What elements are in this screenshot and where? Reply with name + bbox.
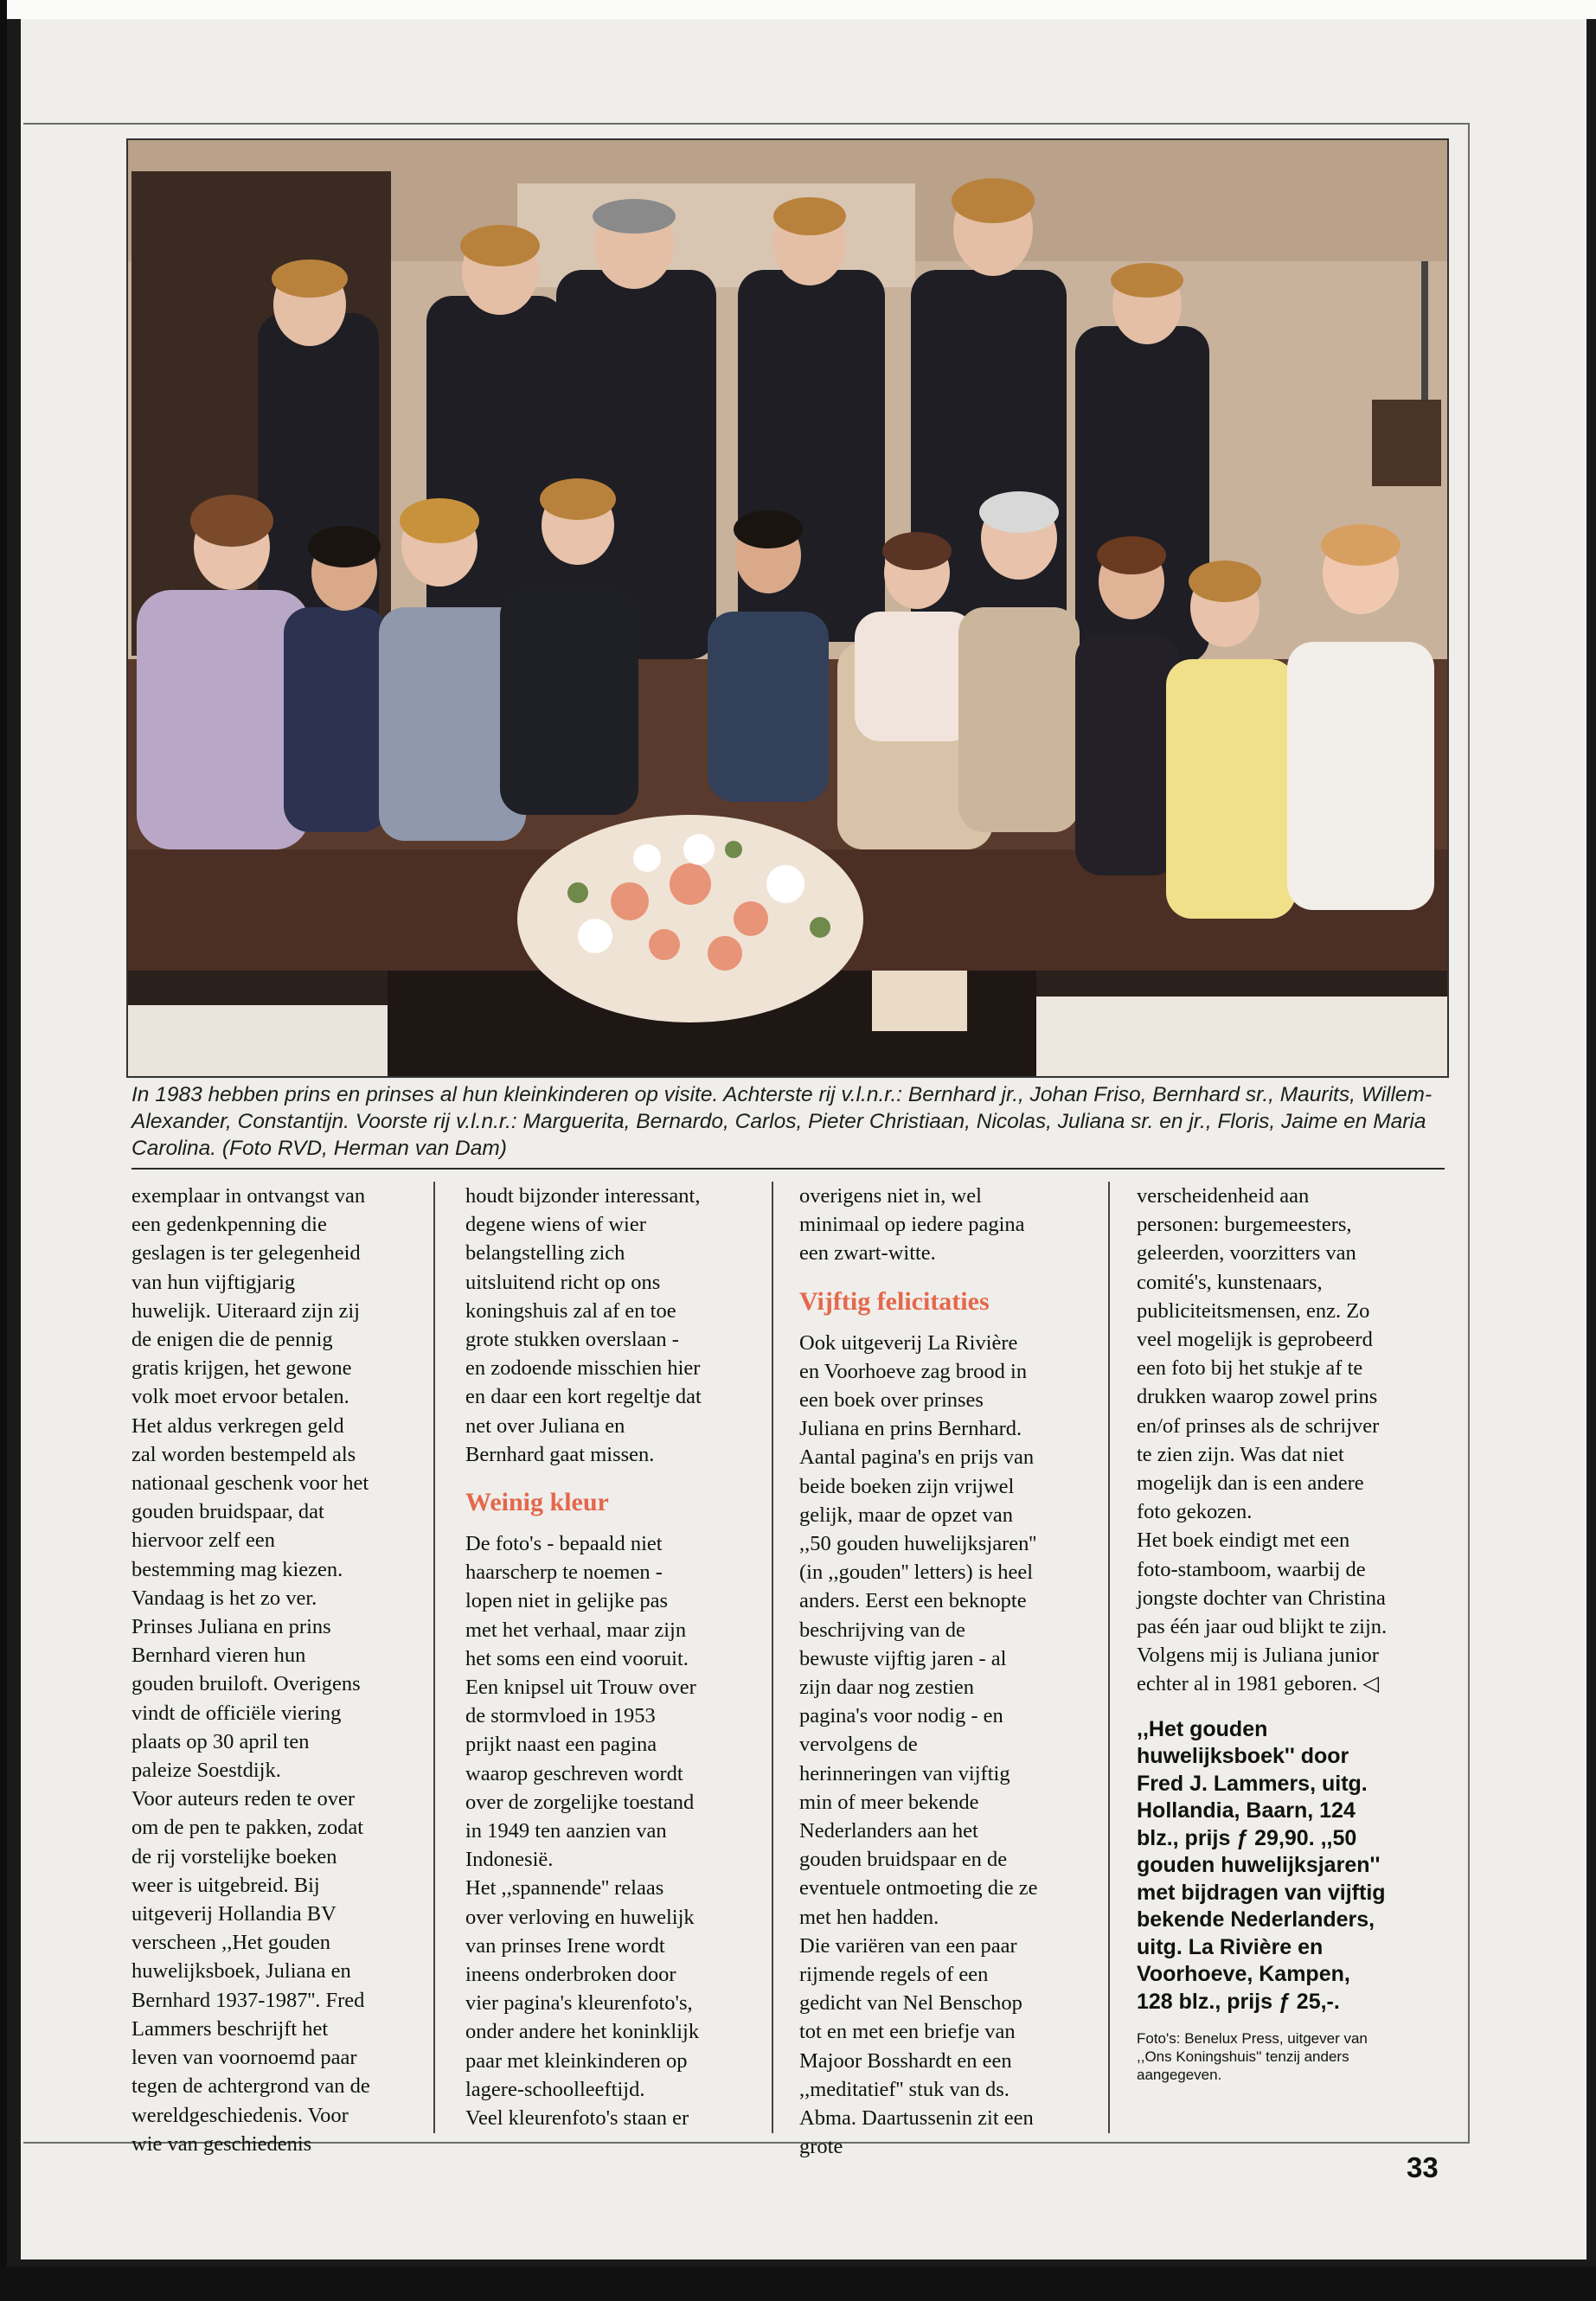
article-paragraph: verscheidenheid aan personen: burgemeesters, geleerden, voorzitters van comité's, kunstenaars, publiciteitsmensen, enz. Zo veel mogelijk is geprobeerd een foto bij het stukje af te drukken waarop zowel prins en/of prinses als de schrijver te zien zijn. Was dat niet mogelijk dan is een andere foto gekozen.: [1137, 1184, 1380, 1524]
article-column-3: [799, 1182, 1038, 2162]
article-column-4: [1137, 1182, 1388, 2084]
article-column-1: [131, 1182, 370, 2158]
article-paragraph: Het boek eindigt met een foto-stamboom, waarbij de jongste dochter van Christina pas één jaar oud blijkt te zijn. Volgens mij is Juliana junior echter al in 1981 geboren. ◁: [1137, 1529, 1388, 1696]
section-heading-weinig-kleur: Weinig kleur: [465, 1488, 609, 1517]
article-column-2: [465, 1182, 704, 2132]
article-paragraph: Vandaag is het zo ver. Prinses Juliana en prins Bernhard vieren hun gouden bruiloft. Overigens vindt de officiële viering plaats op 30 april ten paleize Soestdijk.: [131, 1586, 361, 1783]
article-paragraph: Veel kleurenfoto's staan er: [465, 2106, 689, 2131]
photo-credit: Foto's: Benelux Press, uitgever van ,,Ons Koningshuis'' tenzij anders aangegeven.: [1137, 2030, 1368, 2084]
scan-left-edge: [0, 0, 7, 2266]
section-heading-vijftig-felicitaties: Vijftig felicitaties: [799, 1286, 990, 1316]
family-portrait-photo: [126, 138, 1449, 1078]
article-paragraph: overigens niet in, wel minimaal op iedere pagina een zwart-witte.: [799, 1184, 1025, 1266]
book-info: ,,Het gouden huwelijksboek'' door Fred J. Lammers, uitg. Hollandia, Baarn, 124 blz., prijs ƒ 29,90. ,,50 gouden huwelijksjaren'' met bijdragen van vijftig bekende Nederlanders, uitg. La Rivière en Voorhoeve, Kampen, 128 blz., prijs ƒ 25,-.: [1137, 1716, 1386, 2014]
photo-caption: In 1983 hebben prins en prinses al hun kleinkinderen op visite. Achterste rij v.l.n.r.: Bernhard jr., Johan Friso, Bernhard sr., Maurits, Willem-Alexander, Constantijn. Voorste rij v.l.n.r.: Marguerita, Bernardo, Carlos, Pieter Christiaan, Nicolas, Juliana sr. en jr., Floris, Jaime en Maria Carolina. (Foto RVD, Herman van Dam): [131, 1083, 1433, 1160]
article-paragraph: Ook uitgeverij La Rivière en Voorhoeve zag brood in een boek over prinses Juliana en prins Bernhard. Aantal pagina's en prijs van beide boeken zijn vrijwel gelijk, maar de opzet van ,,50 gouden huwelijksjaren'' (in ,,gouden'' letters) is heel anders. Eerst een beknopte beschrijving van de bewuste vijftig jaren - al zijn daar nog zestien pagina's voor nodig - en vervolgens de herinneringen van vijftig min of meer bekende Nederlanders aan het gouden bruidspaar en de eventuele ontmoeting die ze met hen hadden.: [799, 1330, 1038, 1929]
article-paragraph: houdt bijzonder interessant, degene wiens of wier belangstelling zich uitsluitend richt op ons koningshuis zal af en toe grote stukken overslaan - en zodoende misschien hier en daar een kort regeltje dat net over Juliana en Bernhard gaat missen.: [465, 1184, 702, 1466]
photo-illustration: [128, 140, 1447, 1076]
column-divider: [772, 1182, 773, 2133]
article-paragraph: Voor auteurs reden te over om de pen te pakken, zodat de rij vorstelijke boeken weer is uitgebreid. Bij uitgeverij Hollandia BV verscheen ,,Het gouden huwelijksboek, Juliana en Bernhard 1937-1987''. Fred Lammers beschrijft het leven van voornoemd paar tegen de achtergrond van de wereldgeschiedenis. Voor wie van geschiedenis: [131, 1787, 370, 2156]
column-divider: [1108, 1182, 1110, 2133]
magazine-page: [21, 19, 1586, 2259]
column-divider: [433, 1182, 435, 2133]
article-paragraph: exemplaar in ontvangst van een gedenkpenning die geslagen is ter gelegenheid van hun vijftigjarig huwelijk. Uiteraard zijn zij de enigen die de pennig gratis krijgen, het gewone volk moet ervoor betalen. Het aldus verkregen geld zal worden bestempeld als nationaal geschenk voor het gouden bruidspaar, dat hiervoor zelf een bestemming mag kiezen.: [131, 1184, 369, 1581]
scan-bottom-strip: [0, 2266, 1596, 2301]
scan-top-strip: [0, 0, 1596, 19]
caption-rule: [131, 1168, 1445, 1170]
article-paragraph: De foto's - bepaald niet haarscherp te noemen - lopen niet in gelijke pas met het verhaal, maar zijn het soms een eind vooruit. Een knipsel uit Trouw over de stormvloed in 1953 prijkt naast een pagina waarop geschreven wordt over de zorgelijke toestand in 1949 ten aanzien van Indonesië.: [465, 1532, 696, 1872]
article-paragraph: Die variëren van een paar rijmende regels of een gedicht van Nel Benschop tot en met een briefje van Majoor Bosshardt en een ,,meditatief'' stuk van ds. Abma. Daartussenin zit een grote: [799, 1933, 1034, 2159]
article-paragraph: Het ,,spannende'' relaas over verloving en huwelijk van prinses Irene wordt ineens onderbroken door vier pagina's kleurenfoto's, onder andere het koninklijk paar met kleinkinderen op lagere-schoolleeftijd.: [465, 1876, 700, 2101]
page-number: 33: [1407, 2151, 1439, 2183]
